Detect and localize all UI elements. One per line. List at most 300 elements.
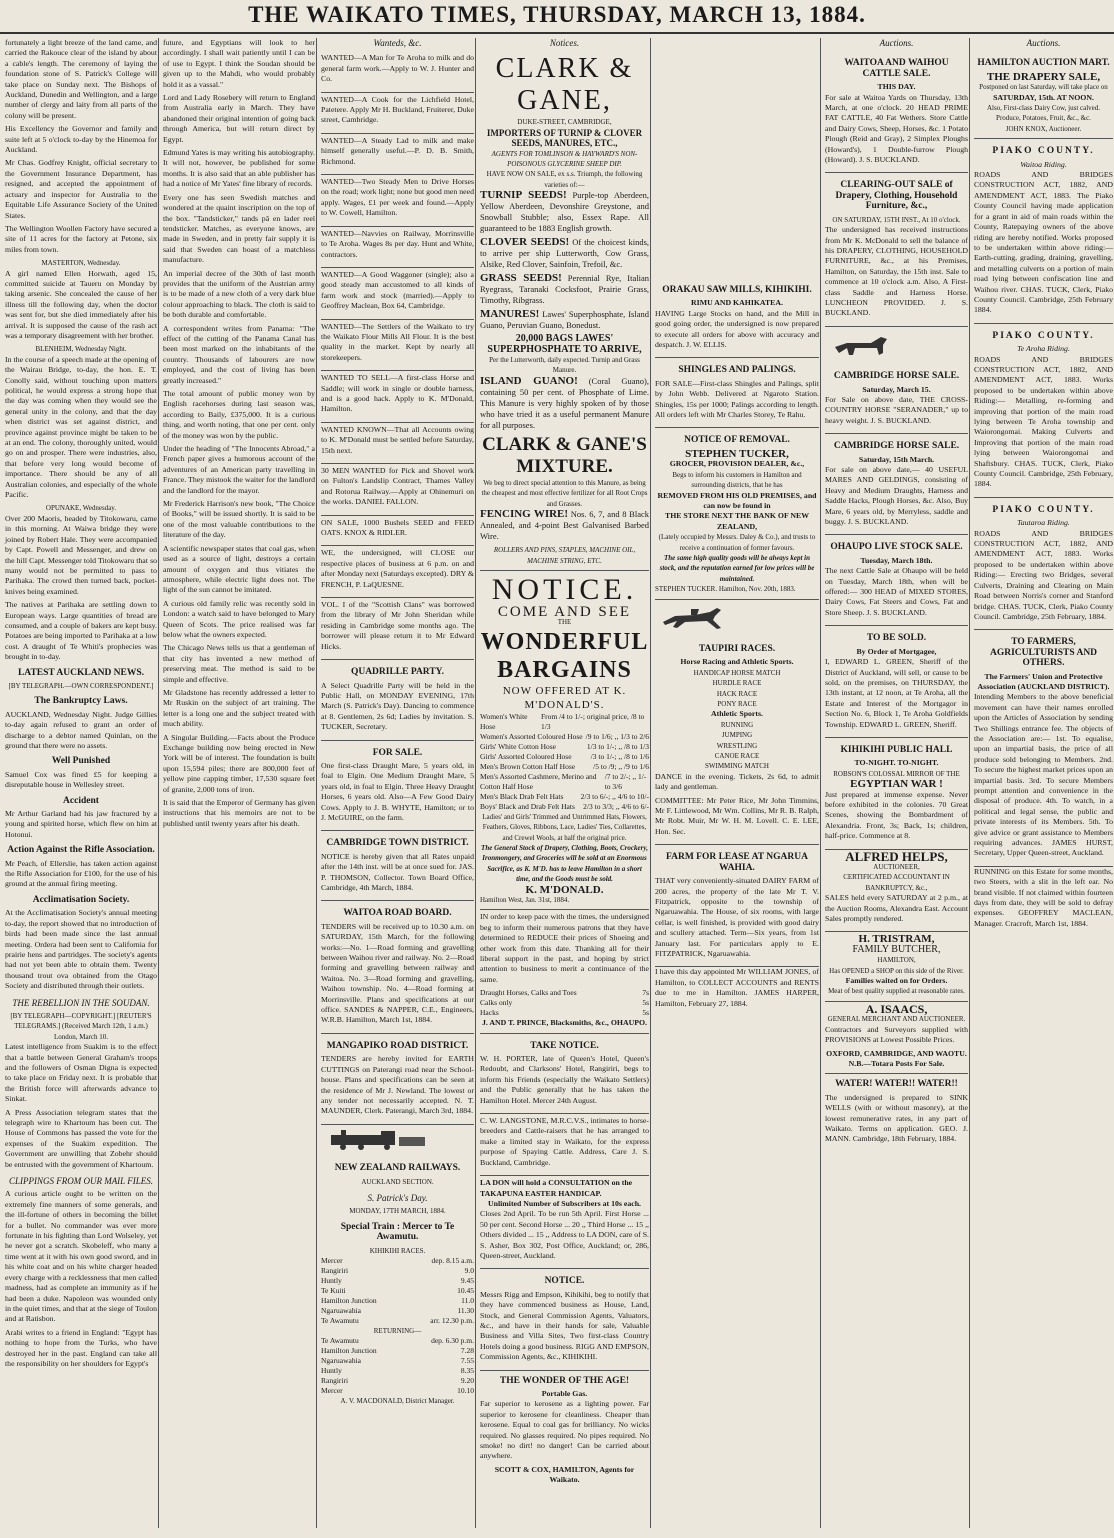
ad-subtitle: CERTIFICATED ACCOUNTANT IN BANKRUPTCY, &c., <box>843 873 950 892</box>
ad-subtitle: THE <box>557 618 572 627</box>
ad-signature: K. M'DONALD. <box>525 883 604 896</box>
timetable-row <box>321 1306 474 1316</box>
ad-text: IN order to keep pace with the times, the undersigned beg to inform their numerous patrons that they have determined to REDUCE their prices of Shoeing and other work from this date. Thanking all for their liberal support in the past, and hoping by strict attention to business to merit a continuance of the same. <box>480 912 649 984</box>
ad-text: OXFORD, CAMBRIDGE, AND WAOTU. <box>826 1048 967 1058</box>
ad-text: W. H. PORTER, late of Queen's Hotel, Queen's Redoubt, and Clarksons' Hotel, Rangiriri, begs to inform his Friends (especially the Waikato Settlers) and the Public generally that he has taken the Hamilton Hotel. Mercer 24th August. <box>480 1054 649 1105</box>
racehorse-icon <box>655 606 735 632</box>
ad-heading: OHAUPO LIVE STOCK SALE. <box>830 542 963 553</box>
row-value: 5s <box>642 1008 649 1018</box>
dateline: MASTERTON, Wednesday. <box>41 259 121 268</box>
row-label: Girls' Assorted Coloured Hose <box>480 751 572 761</box>
dateline: BLENHEIM, Wednesday Night. <box>35 345 127 354</box>
wanted-ad <box>321 516 474 547</box>
ad-title: H. TRISTRAM, <box>858 933 935 946</box>
section-subheading: [BY TELEGRAPH—COPYRIGHT.] [REUTER'S TELEGRAMS.] (Received March 12th, 1 a.m.) London, March 10. <box>10 1011 152 1041</box>
timetable-subheading: RETURNING— <box>373 1326 422 1335</box>
ad-text: HAVING Large Stocks on hand, and the Mill in good going order, the undersigned is now prepared to execute all orders for above with accuracy and despatch. J. W. ELLIS. <box>655 308 819 350</box>
timetable <box>321 1336 474 1396</box>
article-paragraph: A girl named Ellen Horwath, aged 15, committed suicide at Taueru on Monday by taking arsenic. She concealed the cause of her illness till the following day, when the doctor was sent for, but she died immediately after his arrival. It is supposed the cause of the rash act was a temporary disagreement with her brother. <box>5 268 157 340</box>
ad-text: COMMITTEE: Mr Peter Rice, Mr John Timmins, Mr F. Littlewood, Mr Wm. Collins, Mr R. B. Ralph, Mr Robt. Muir, Mr W. H. M. Lovell. C. E. LEE, Hon. Sec. <box>655 795 819 836</box>
locomotive-icon <box>321 1129 431 1151</box>
row-label: Draught Horses, Calks and Toes <box>480 988 577 998</box>
ad-text: One first-class Draught Mare, 5 years old, in foal to Elgin. One Medium Draught Mare, 5 years old, in foal to Elgin. Three Heavy Draught Horses, 6 years old. Also—A Few Good Dairy Cows. Apply to J. B. WHYTE, Hamilton; or to J. McGUIRE, on the farm. <box>321 760 474 822</box>
row-label: Mercer <box>321 1255 343 1265</box>
ad-text: Meat of best quality supplied at reasonable rates. <box>828 987 965 996</box>
wanted-ad <box>321 227 474 268</box>
ad-heading: FARM FOR LEASE AT NGARUA WAHIA. <box>666 852 808 873</box>
farmers-union-ad <box>974 630 1113 867</box>
sheriff-sale-ad <box>825 626 968 738</box>
ad-text: The General Stock of Drapery, Clothing, Boots, Crockery, Ironmongery, and Groceries will be sold at an Enormous Sacrifice, as K. M'D. has to leave Hamilton in a short time, and the Goods must be sold. <box>481 843 648 884</box>
ad-text: Far superior to kerosene as a lighting power. Far superior to kerosene for cleanliness. Cheaper than kerosene. Equal to coal gas for brilliancy. No wicks required. No glasses required. No pipes required. No smoke! no dirt! no danger! Can be carried about anywhere. <box>480 1399 649 1461</box>
ad-text: (Lately occupied by Messrs. Daley & Co.), and trusts to receive a continuation of former favours. <box>658 533 816 552</box>
timetable-row <box>321 1336 474 1346</box>
ad-text: WE, the undersigned, will CLOSE our respective places of business at 6 p.m. on and after Monday next (Saturdays excepted). DRY & FRENCH, P. LaQUESNE. <box>321 548 474 589</box>
ad-heading: KIHIKIHI PUBLIC HALL <box>840 744 953 755</box>
row-value: 7.55 <box>460 1356 474 1366</box>
row-value: 7.28 <box>460 1346 474 1356</box>
article-paragraph: Samuel Cox was fined £5 for keeping a disreputable house in Wellesley street. <box>5 769 157 790</box>
ad-text: TENDERS will be received up to 10.30 a.m. on SATURDAY, 15th March, for the following works:—No. 1—Road forming and gravelling between Waihou river and railway. No. 2—Road forming and gravelling between railway and Waitoa. No. 3—Road forming and gravelling, Waihou township. No. 4—Road forming at Morrinsville. Plans and specifications at our office. SANDES & NAPPER, C.E., Engineers, W.R.B. Hamilton, March 1st, 1884. <box>321 921 474 1025</box>
county-notice-ad <box>974 139 1113 324</box>
product-name: GRASS SEEDS! <box>480 272 562 285</box>
column-heading: Auctions. <box>1026 38 1061 48</box>
ad-heading: HAMILTON AUCTION MART. <box>977 58 1110 69</box>
veterinary-ad <box>480 1114 649 1176</box>
timetable-row <box>321 1266 474 1276</box>
row-value: 2/3 to 3/3; ,, 4/6 to 6/- <box>583 801 649 811</box>
article-paragraph: Mr Frederick Harrison's new book, "The Choice of Books," will be issued shortly. It is said to be one of the most valuable contributions to the literature of the day. <box>163 499 315 540</box>
ad-text: Contractors and Surveyors supplied with PROVISIONS at Lowest Possible Prices. <box>825 1024 968 1045</box>
ad-text: Also, First-class Dairy Cow, just calved. Produce, Potatoes, Fruit, &c., &c. <box>986 104 1101 123</box>
timetable-row <box>321 1316 474 1326</box>
event-item: RUNNING <box>720 720 754 729</box>
timetable <box>321 1256 474 1326</box>
railway-ad <box>321 1125 474 1407</box>
for-sale-ad <box>321 741 474 832</box>
price-list <box>480 988 649 1018</box>
quadrille-ad <box>321 660 474 740</box>
event-list <box>655 720 819 772</box>
ad-address: DUKE-STREET, CAMBRIDGE, <box>517 118 612 127</box>
wanted-ad <box>321 371 474 423</box>
row-value: dep. 8.15 a.m. <box>431 1255 474 1265</box>
row-value: 9.45 <box>460 1275 474 1285</box>
row-label: Hacks <box>480 1008 499 1018</box>
article-paragraph: His Excellency the Governor and family and suite left at 5 o'clock to-day by the Hinemoa for Auckland. <box>5 124 157 155</box>
product-desc: Purple-top Aberdeen, Yellow Aberdeen, Devonshire Greystone, and Snowball Stubble; also, Essex Rape. All guaranteed to be 1883 English growth. <box>480 190 649 234</box>
column-6-auctions <box>822 38 971 1528</box>
road-board-ad <box>321 901 474 1033</box>
price-row <box>480 732 649 742</box>
ad-text: WANTED—A Good Waggoner (single); also a good steady man accustomed to all kinds of farm work and stock (married).—Apply to Geoffrey Maclean, Box 64, Cambridge. <box>321 269 474 311</box>
ad-title: A. ISAACS, <box>865 1001 928 1016</box>
event-item: HANDICAP HORSE MATCH <box>693 668 781 677</box>
removal-ad <box>655 428 819 599</box>
ad-heading: TAKE NOTICE. <box>530 1040 599 1051</box>
ad-heading: PIAKO COUNTY. <box>992 504 1095 515</box>
price-row <box>480 752 649 762</box>
ad-text: RUNNING on this Estate for some months, two Steers, with a slit in the left ear. No brand visible. If not claimed within fourteen days from date, they will be sold to defray expenses. GEOFFREY MACLEAN, Manager. Cracroft, March 1st, 1884. <box>974 866 1113 928</box>
ad-text: ROADS AND BRIDGES CONSTRUCTION ACT, 1882, AND AMENDMENT ACT, 1883. Works proposed to be undertaken within above Riding:— Metalling, re-forming and improving that portion of the main road lying between Te Aroha township and Waiorongomai. Making Culverts and Improving that portion of the main road lying between Waiorongomai and Shaftsbury. CHAS. TUCK, Clerk, Piako County Council. Cambridge, 25th February, 1884. <box>974 354 1113 489</box>
article-paragraph: fortunately a light breeze of the land came, and carried the Rakouce clear of the island by about a cable's length. The ceremony of laying the foundation stone of S. Patrick's College will take place on Sunday next. The Bishops of Auckland, Dunedin and Wellington, and a large number of clergy and laity from all parts of the colony will be present. <box>5 38 157 120</box>
article-paragraph: The Wellington Woollen Factory have secured a site of 11 acres for the factory at Petone, six miles from town. <box>5 223 157 254</box>
ad-subtitle: AUCTIONEER, <box>873 863 920 871</box>
row-value: dep. 6.30 p.m. <box>431 1336 474 1346</box>
ad-text: THE STORE NEXT THE BANK OF NEW ZEALAND, <box>665 511 809 531</box>
column-5-notices <box>652 278 822 1528</box>
ad-title: NOTICE. <box>491 572 638 606</box>
article-paragraph: The Chicago News tells us that a gentleman of that city has invented a new method of preserving meat. The method is said to be simple and effective. <box>163 643 315 684</box>
price-row <box>480 742 649 752</box>
article-heading: Well Punished <box>51 756 111 767</box>
event-item: WRESTLING <box>716 741 758 750</box>
article-paragraph: A curious old family relic was recently sold in London: a watch said to have belonged to Mary Queen of Scots. The price realised was far below what the owners expected. <box>163 598 315 639</box>
ad-text: WANTED—A Cook for the Lichfield Hotel, Patetere. Apply Mr H. Buckland, Fruiterer, Duke street, Cambridge. <box>321 94 474 125</box>
ad-date: Hamilton West, Jan. 31st, 1884. <box>480 895 570 904</box>
wanted-ad <box>321 268 474 320</box>
ad-heading: MANGAPIKO ROAD DISTRICT. <box>326 1040 469 1051</box>
butcher-ad <box>825 932 968 1001</box>
wanted-ad <box>321 134 474 175</box>
column-7-auctions <box>971 38 1114 1528</box>
ad-subheading: Athletic Sports. <box>711 709 763 719</box>
ad-heading: SHINGLES AND PALINGS. <box>678 365 796 376</box>
road-district-ad <box>321 1034 474 1125</box>
ad-subtitle: NOW OFFERED AT K. M'DONALD'S. <box>502 684 627 711</box>
product-name: CLOVER SEEDS! <box>480 236 570 249</box>
row-label: Boys' Black and Drab Felt Hats <box>480 801 575 811</box>
wanted-ad <box>321 175 474 227</box>
ad-heading: TO FARMERS, AGRICULTURISTS AND OTHERS. <box>989 637 1098 669</box>
product-desc: (Coral Guano), containing 50 per cent. of Phosphate of Lime. This Manure is very highly spoken of by those who have tried it as a useful permanent Manure for all purposes. <box>480 375 649 430</box>
product-desc: Per the Lutterworth, daily expected. Turnip and Grass Manure. <box>489 356 640 375</box>
article-paragraph: A scientific newspaper states that coal gas, when used as a source of light, destroys a certain amount of oxygen and thus vitiates the atmosphere, while electric light does not. The light of the sun cannot be imitated. <box>163 543 315 595</box>
ad-heading: TAUPIRI RACES. <box>698 643 776 654</box>
row-label: Hamilton Junction <box>321 1295 377 1305</box>
ad-text: ROADS AND BRIDGES CONSTRUCTION ACT, 1882, AND AMENDMENT ACT, 1883. Works proposed to be undertaken within above Riding:— Erecting two Bridges, several Culverts, Draining and Clearing on Main Road between Norris's corner and Stanford bridge. CHAS. TUCK, Clerk, Piako County Council. Cambridge, 25th February, 1884. <box>974 528 1113 621</box>
ad-subheading: Portable Gas. <box>541 1389 588 1398</box>
timetable-row <box>321 1356 474 1366</box>
ad-text: HAVE NOW ON SALE, ex s.s. Triumph, the following varieties of:— <box>486 170 643 189</box>
event-item: SWIMMING MATCH <box>705 762 769 771</box>
row-value: 9.20 <box>460 1376 474 1386</box>
ad-title: STEPHEN TUCKER, <box>685 447 789 460</box>
ad-text: WANTED—A Steady Lad to milk and make himself generally useful.—P. D. B. Smith, Richmond. <box>321 135 474 166</box>
ad-date: SATURDAY, 15th. AT NOON. <box>993 92 1094 102</box>
row-value: 2/3 to 6/-; ,, 4/6 to 10/- <box>580 791 649 801</box>
product-desc: We beg to direct special attention to this Manure, as being the cheapest and most effective fertilizer for all Root Crops and Grasses. <box>481 478 648 508</box>
ad-title: EGYPTIAN WAR ! <box>850 778 943 791</box>
product-name: 20,000 BAGS LAWES' SUPERPHOSPHATE TO ARRIVE, <box>487 333 642 355</box>
row-label: Ngaruawahia <box>321 1305 361 1315</box>
wanted-ad <box>321 51 474 92</box>
ad-text: WANTED KNOWN—That all Accounts owing to K. M'Donald must be settled before Saturday, 15th next. <box>321 424 474 455</box>
column-heading: Wanteds, &c. <box>373 38 422 48</box>
article-paragraph: A Singular Building.—Facts about the Produce Exchange building now being erected in New York will be of interest. The foundation is built upon 15,594 piles; there are 800,000 feet of yellow pine capping timber, 17,530 square feet of granite, 2,000 tons of iron. <box>163 732 315 794</box>
ad-date: Saturday, 15th March. <box>858 454 935 464</box>
ad-heading: TO BE SOLD. <box>866 633 927 644</box>
ad-text: VOL. I of the "Scottish Clans" was borrowed from the library of Mr John Sheridan while residing in Cambridge some months ago. The borrower will please return it to Mr Edward Hicks. <box>321 600 474 651</box>
appointment-ad <box>655 967 819 1009</box>
ad-text: WANTED TO SELL—A first-class Horse and Saddle; will work in single or double harness, and is a good hack. Apply to K. M'Donald, Hamilton. <box>321 373 474 414</box>
ad-text: For Sale on above date, THE CROSS-COUNTRY HORSE "SERANADER," up to heavy weight. J. S. BUCKLAND. <box>825 394 968 425</box>
timetable-row <box>321 1276 474 1286</box>
row-label: Women's White Hose <box>480 711 528 731</box>
ad-text: SALES held every SATURDAY at 2 p.m., at the Auction Rooms, Alexandra East. Account Sales promptly rendered. <box>825 893 968 924</box>
ad-text: I have this day appointed Mr WILLIAM JONES, of Hamilton, to COLLECT ACCOUNTS and RENTS due to me in Hamilton. JAMES HARPER, Hamilton, February 27, 1884. <box>655 967 819 1008</box>
event-item: JUMPING <box>721 731 753 740</box>
ad-date: Tuesday, March 18th. <box>860 555 933 565</box>
rigg-empson-ad <box>480 1269 649 1370</box>
ad-heading: ORAKAU SAW MILLS, KIHIKIHI. <box>662 285 812 295</box>
ad-text: THAT very conveniently-situated DAIRY FARM of 200 acres, the property of the late Mr T. V. Fitzpatrick, opposite to the township of Ngaruawahia. The House, of six rooms, with large cellar, is well finished, is provided with good dairy and scullery attached. Term—Six years, from 1st January last. For particulars apply to E. FITZPATRICK, Ngaruawahia. <box>655 876 819 958</box>
article-paragraph: A Press Association telegram states that the telegraph wire to Khartoum has been cut. The House of Commons has passed the vote for the expenses of the Suakim expedition. The Government are unwilling that Zobehr should be entrusted with the government of Khartoum. <box>5 1107 157 1169</box>
timetable-row <box>321 1376 474 1386</box>
timetable-row <box>321 1346 474 1356</box>
article-paragraph: Arabi writes to a friend in England: "Egypt has nothing to hope from the Turks, who have destroyed her in the past. England can take all the responsibility on her shoulders for Egypt's <box>5 1327 157 1368</box>
row-label: Girls' White Cotton Hose <box>480 741 556 751</box>
row-label: Rangiriri <box>321 1265 349 1275</box>
article-paragraph: In the course of a speech made at the opening of the Wairau Bridge, to-day, the hon. E. T. Conolly said, without touching upon matters political, he would express a strong hope that the day was coming when they would see the general unity in the colony, and that the day when district was set against district, and province against province might be taken to be at an end. The colony, thoroughly united, would go on and prosper. There were industries, also, that before very long would become of importance. There should be any of all Australian colonies, and especially of the whole Pacific. <box>5 354 157 500</box>
section-subheading: [BY TELEGRAPH.—OWN CORRESPONDENT.] <box>8 681 154 690</box>
price-row <box>480 1008 649 1018</box>
ad-text: The same high quality goods will be always kept in stock, and the reputation earned for low prices will be maintained. <box>659 553 815 583</box>
mcdonald-ad <box>480 571 649 910</box>
ad-text: WANTED—Navvies on Railway, Morrinsville to Te Aroha. Wages 8s per day. Hunt and White, contractors. <box>321 228 474 259</box>
ad-text: For sale at Waitoa Yards on Thursday, 13th March, at one o'clock. 20 HEAD PRIME FAT CATTLE, 40 Fat Wethers. Store Cattle and Dairy Cows, Sheep, Horses, &c. 1 Potato Plough (Reid and Gray), 2 Simplex Ploughs (Howard's), 1 Double-furrow Plough (Howard). J. S. BUCKLAND. <box>825 92 968 165</box>
ad-subheading: Unlimited Number of Subscribers at 10s each. <box>488 1198 641 1208</box>
row-value: 8.35 <box>460 1366 474 1376</box>
wanted-ad <box>321 93 474 134</box>
ad-heading: WAITOA ROAD BOARD. <box>343 908 452 919</box>
blacksmith-ad <box>480 910 649 1033</box>
ad-text: DANCE in the evening. Tickets, 2s 6d, to admit lady and gentleman. <box>655 771 819 792</box>
row-label: Hamilton Junction <box>321 1346 377 1356</box>
timetable-row <box>321 1286 474 1296</box>
row-value: /3 to 1/-; ,, /8 to 1/6 <box>590 751 649 761</box>
row-value: 11.30 <box>457 1305 474 1315</box>
row-label: Huntly <box>321 1366 342 1376</box>
article-paragraph: Lord and Lady Rosebery will return to England from Australia early in March. They have abandoned their original intention of going back through America, but will return direct by Egypt. <box>163 93 315 144</box>
column-2-news <box>160 38 318 1528</box>
price-row <box>480 792 649 802</box>
ad-text: N.B.—Totara Posts For Sale. <box>848 1058 945 1068</box>
row-value: 11.0 <box>461 1295 474 1305</box>
event-item: CANOE RACE <box>714 752 760 761</box>
horse-sale-ad <box>825 434 968 535</box>
price-row <box>480 998 649 1008</box>
ad-heading: NOTICE OF REMOVAL. <box>684 435 790 446</box>
article-heading: The Bankruptcy Laws. <box>34 696 128 707</box>
wanted-ad <box>321 423 474 464</box>
ad-subtitle: GENERAL MERCHANT AND AUCTIONEER. <box>827 1015 966 1024</box>
row-label: Mercer <box>321 1386 343 1396</box>
ad-subheading: By Order of Mortgagee, <box>856 646 937 656</box>
ad-signature: SCOTT & COX, HAMILTON, Agents for Waikato. <box>494 1464 635 1485</box>
event-item: HURDLE RACE <box>712 679 762 688</box>
wanted-ad <box>321 464 474 516</box>
row-value: 9.0 <box>464 1265 474 1275</box>
ad-subheading: RIMU AND KAHIKATEA. <box>691 298 783 308</box>
ad-subtitle: HAMILTON, <box>877 956 916 965</box>
column-heading: Auctions. <box>879 38 914 48</box>
wanted-ad <box>321 598 474 660</box>
row-label: Calks only <box>480 998 513 1008</box>
column-heading: Notices. <box>549 38 580 48</box>
section-heading: THE REBELLION IN THE SOUDAN. <box>12 997 150 1008</box>
ad-subheading: TO-NIGHT. TO-NIGHT. <box>854 758 939 768</box>
ad-text: Begs to inform his customers in Hamilton and surrounding districts, that he has <box>672 470 802 490</box>
ad-signature: STEPHEN TUCKER. Hamilton, Nov. 20th, 1883. <box>655 585 796 594</box>
column-1-news <box>2 38 160 1528</box>
ad-subheading: The Farmers' Union and Protective Association (AUCKLAND DISTRICT). <box>977 671 1110 691</box>
ad-text: TENDERS are hereby invited for EARTH CUTTINGS on Paterangi road near the School-house. Plans and specifications can be seen at the residence of Mr J. Newland. The lowest or any tender not necessarily accepted. N. T. MAUNDER, Clerk. Paterangi, March 3rd, 1884. <box>321 1054 474 1116</box>
ad-text: The undersigned is prepared to SINK WELLS (with or without masonry), at the lowest remunerative rates, in any part of Waikato. Terms on application. GEO. J. MANN. Cambridge, 18th February, 1884. <box>825 1092 968 1144</box>
ad-heading: PIAKO COUNTY. <box>992 146 1095 157</box>
take-notice-ad <box>480 1034 649 1114</box>
portable-gas-ad <box>480 1376 649 1486</box>
row-value: /7 to 2/-; ,, 1/- to 3/6 <box>604 771 647 791</box>
ad-text: Families waited on for Orders. <box>845 976 948 986</box>
town-district-ad <box>321 831 474 901</box>
ad-text: FOR SALE—First-class Shingles and Palings, split by John Webb. Delivered at Ngaroto Station. Shingles, 15s per 1000; Palings according to length. All orders left with Mr Charles Storey, Te Rahu. <box>655 378 819 420</box>
ad-text: Intending Members to the above beneficial movement can have their names enrolled upon the Articles of Association by sending Two Shillings entrance fee. The objects of the Association are:— 1st. To equalise, upon an impartial basis, the price of all produce sold belonging to Members. 2nd. To secure the highest market prices upon an impartial basis. 3rd. To secure Members prompt attention and convenience in the disposal of produce. 4th. To watch, in a political and legal sense, the public and private interests of its Members. 5th. To give advice or grant assistance to Members requiring advances. JAMES HURST, Secretary, Upper Queen-street, Auckland. <box>974 692 1113 858</box>
price-list <box>480 712 649 812</box>
product-name: ISLAND GUANO! <box>480 374 578 387</box>
row-label: Te Awamutu <box>321 1315 359 1325</box>
ad-text: For sale on above date,— 40 USEFUL MARES AND GELDINGS, consisting of Heavy and Medium Draughts, Harness and Saddle Hacks, Plough Horses, &c. Also, Buy Mare, 6 years old, by Merryless, saddle and buggy. J. S. BUCKLAND. <box>825 465 968 527</box>
row-value: From /4 to 1/-; original price, /8 to 1/3 <box>540 711 645 731</box>
ad-date: Saturday, March 15. <box>862 384 931 394</box>
section-heading: LATEST AUCKLAND NEWS. <box>17 667 145 678</box>
ad-date: ON SATURDAY, 15TH INST., At 10 o'clock. <box>832 215 961 224</box>
county-notice-ad <box>974 498 1113 630</box>
ad-heading: CLEARING-OUT SALE of Drapery, Clothing, Household Furniture, &c., <box>835 180 958 212</box>
masthead: THE WAIKATO TIMES, THURSDAY, MARCH 13, 1884. <box>248 2 866 27</box>
article-paragraph: Mr Gladstone has recently addressed a letter to Mr Ruskin on the subject of art training. The letter is a long one and the subject treated with much ability. <box>163 687 315 729</box>
row-label: Te Kuiti <box>321 1285 346 1295</box>
row-label: Women's Assorted Coloured Hose <box>480 731 583 741</box>
price-row <box>480 802 649 812</box>
timetable-row <box>321 1366 474 1376</box>
ad-subtitle: IMPORTERS OF TURNIP & CLOVER SEEDS, MANURES, ETC., <box>486 127 643 149</box>
timetable-row <box>321 1296 474 1306</box>
ad-text: WANTED—The Settlers of the Waikato to try the Waikato Flour Mills All Flour. It is the best quality in the market. Kept by nearly all storekeepers. <box>321 321 474 362</box>
merchant-ad <box>825 1002 968 1074</box>
auction-mart-ad <box>974 51 1113 139</box>
article-paragraph: The total amount of public money won by English racehorses during last season was, according to Baily, £375,000. It is a curious thing, and worth noting, that one per cent. only of the money was won by the public. <box>163 389 315 440</box>
article-paragraph: Mr Peach, of Ellerslie, has taken action against the Rifle Association for £100, for the use of his ground at the annual firing meeting. <box>5 858 157 889</box>
wanted-ad <box>321 320 474 372</box>
row-value: 10.10 <box>457 1386 474 1396</box>
well-sinking-ad <box>825 1079 968 1144</box>
taupiri-races-ad <box>655 600 819 846</box>
ad-text: Closes 2nd April. To be run 5th April. First Horse ... 50 per cent. Second Horse ... 20 ,, Third Horse ... 15 ,, Others divided ... 15 ,, Address to LA DON, care of S. S. Asher, Box 302, Post Office, Auckland; or, 286, Queen-street, Auckland. <box>480 1209 649 1260</box>
ad-title: THE DRAPERY SALE, <box>986 70 1101 83</box>
article-paragraph: Mr Arthur Garland had his jaw fractured by a young and spirited horse, which flew on him at Hotonui. <box>5 809 157 839</box>
ad-text: The next Cattle Sale at Ohaupo will be held on Tuesday, March 18th, when will be offered:— 300 HEAD of MIXED STORES, Dairy Cows, Fat Steers and Cows, Fat and Store Sheep. J. S. BUCKLAND. <box>825 566 968 617</box>
ad-title: WONDERFUL BARGAINS <box>480 628 649 683</box>
ad-text: Just prepared at immense expense. Never before exhibited in the colonies. 70 Great Scenes, showing the Bombardment of Alexandria. Front, 3s; Back, 1s; children, half-price. Commence at 8. <box>825 789 968 841</box>
public-hall-ad <box>825 738 968 850</box>
article-paragraph: future, and Egyptians will look to her accordingly. I shall wait patiently until I can be of use to Egypt. I think the Soudan should be given up to the Mahdi, who would probably hold it as a vassal." <box>163 38 315 89</box>
article-paragraph: A curious article ought to be written on the extremely fine manners of some generals, and the ill-fortune of others in becoming the billet for a bullet. No commander was ever more fortunate in his fighting than Lord Wolseley, yet he never got a scratch. Skobeleff, who many a time went at it with his own good sword, and in his white coat and on his white charger headed every charge with a recklessness that men called madness, had as complete an immunity as if he had been a duke. Napoleon was wounded only in the quiet times, and that at the siege of Toulon and at Ratisbon. <box>5 1189 157 1324</box>
ad-heading: WAITOA AND WAIHOU CATTLE SALE. <box>844 58 949 79</box>
ad-text: WANTED—A Man for Te Aroha to milk and do general farm work.—Apply to W. J. Hunter and Co. <box>321 53 474 84</box>
article-paragraph: Every one has seen Swedish matches and wondered at the quaint inscription on the top of the box. "Tandsticker," tands pâ en lader reel tendsticker. Matches, as everyone knows, are made in Sweden, and in pretty fair supply it is said that Sweden can boast of a matchless manufacture. <box>163 192 315 265</box>
column-3-wanteds <box>318 38 477 1528</box>
ad-title: CLARK & GANE, <box>495 53 634 117</box>
article-paragraph: Under the heading of "The Innocents Abroad," a French paper gives a humorous account of the adventures of an American party travelling in France. They mistook the waiter for the landlord and the landlord for the mayor. <box>163 444 315 495</box>
ad-text: Messrs Rigg and Empson, Kihikihi, beg to notify that they have commenced business as House, Land, Stock, and General Commission Agents, Valuators, &c., and have in their hands for sale, Valuable Business and Villa Sites, Two first-class Country Hotels doing a good business. RIGG AND EMPSON, Commission Agents, &c., KIHIKIHI. <box>480 1289 649 1362</box>
article-paragraph: An imperial decree of the 30th of last month provides that the uniform of the Austrian army is to be made of a new cloth of a very dark blue colour approaching to black. The cloth is said to be both durable and comfortable. <box>163 268 315 320</box>
row-label: Te Awamutu <box>321 1336 359 1346</box>
ad-text: Ladies' and Girls' Trimmed and Untrimmed Hats, Flowers, Feathers, Gloves, Ribbons, Lace, Ladies' Ties, Collarettes, and Crewel Wools, at half the original price. <box>482 812 647 842</box>
row-label: Ngaruawahia <box>321 1356 361 1366</box>
ad-text: WANTED—Two Steady Men to Drive Horses on the road; work light; none but good men need apply. Wages, £1 per week and found.—Apply to W. Cowell, Hamilton. <box>321 177 474 218</box>
article-heading: Accident <box>63 795 99 806</box>
column-4-notices <box>477 38 652 1528</box>
ad-heading: PIAKO COUNTY. <box>992 330 1095 341</box>
row-value: /5 to /9; ,, /9 to 1/6 <box>593 761 649 771</box>
ad-subheading: Special Train : Mercer to Te Awamutu. <box>340 1221 455 1243</box>
farm-lease-ad <box>655 845 819 967</box>
ad-heading: LA DON will hold a CONSULTATION on the TAKAPUNA EASTER HANDICAP. <box>480 1178 633 1198</box>
horse-sale-ad <box>825 327 968 434</box>
ad-signature: J. AND T. PRINCE, Blacksmiths, &c., OHAUPO. <box>482 1018 647 1028</box>
event-item: PONY RACE <box>717 700 757 708</box>
ad-subheading: THIS DAY. <box>877 82 916 92</box>
price-row <box>480 988 649 998</box>
product-name: MANURES! <box>480 308 540 321</box>
article-paragraph: A correspondent writes from Panama: "The effect of the cutting of the Panama Canal has been most marked on the inhabitants of the country. Thousands of labourers are now employed, and the cost of living has been greatly increased." <box>163 323 315 385</box>
article-paragraph: Latest intelligence from Suakim is to the effect that a battle between General Graham's troops and the followers of Osman Digna is expected to take place on Friday next. It is probable that the British force will afterwards advance to Sinkat. <box>5 1042 157 1104</box>
event-list <box>655 668 819 710</box>
ad-subheading: Horse Racing and Athletic Sports. <box>680 657 794 667</box>
ad-subheading: Te Aroha Riding. <box>1017 344 1070 354</box>
ad-signature: A. V. MACDONALD, District Manager. <box>340 1397 455 1406</box>
ad-subtitle: COME AND SEE <box>497 603 632 620</box>
ad-heading: CAMBRIDGE HORSE SALE. <box>833 441 960 452</box>
article-heading: Action Against the Rifle Association. <box>7 845 155 856</box>
ad-text: Has OPENED a SHOP on this side of the River. <box>829 966 964 975</box>
article-paragraph: Mr Chas. Godfrey Knight, official secretary to the Government Insurance Department, has resigned, and accepted the appointment of actuary and inspector for Australia to the Equitable Life Assurance Society of the United States. <box>5 158 157 220</box>
ad-signature: JOHN KNOX, Auctioneer. <box>1005 124 1082 133</box>
ad-date: MONDAY, 17TH MARCH, 1884. <box>349 1207 446 1216</box>
product-desc: Of the choicest kinds, to arrive per ship Lutterworth, Cow Grass, Alsike, Red Clover, Sainfoin, Trefoil, &c. <box>480 237 650 270</box>
article-paragraph: AUCKLAND, Wednesday Night. Judge Gillies to-day again refused to grant an order of discharge to a debtor named Quinlan, on the ground that there were no assets. <box>5 709 157 750</box>
ad-title: ALFRED HELPS, <box>845 848 948 864</box>
ad-text: ROADS AND BRIDGES CONSTRUCTION ACT, 1882, AND AMENDMENT ACT, 1883. The Piako County Council having made application for a grant in aid of main roads within the County, Ratepaying owners of the above riding are hereby notified. Works proposed to be undertaken within above riding:— Earth-cutting, grading, draining, gravelling, and metalling culverts on a portion of main road lying between confiscation line and Waihou river. CHAS. TUCK, Clerk, Piako County Council. Cambridge, 25th February 1884. <box>974 170 1113 315</box>
ad-subtitle: FAMILY BUTCHER, <box>852 943 941 955</box>
ad-text: C. W. LANGSTONE, M.R.C.V.S., intimates to horse-breeders and Cattle-raisers that he has arranged to make a limited stay in Waikato, for the express purpose of Spaying Cattle. Address, Care J. S. Buckland, Cambridge. <box>480 1116 649 1167</box>
article-paragraph: The natives at Parihaka are settling down to European ways. Large quantities of bread are consumed, and a couple of bakers are kept busy. Potatoes are being imported to Parihaka at a low cost. A draught of Te Whiti's prophecies was brought in to-day. <box>5 600 157 662</box>
ad-text: A Select Quadrille Party will be held in the Public Hall, on MONDAY EVENING, 17th March (S. Patrick's Day). Dancing to commence at 8. Gentlemen, 2s 6d; Ladies by invitation. S. TUCKER, Secretary. <box>321 680 474 732</box>
county-notice-ad <box>974 324 1113 498</box>
ad-subtitle: AGENTS FOR TOMLINSON & HAYWARD'S NON-POISONOUS GLYCERINE SHEEP DIP. <box>491 149 638 169</box>
saw-mills-ad <box>655 278 819 358</box>
article-paragraph: Over 200 Maoris, headed by Titokowaru, came in this morning. At Waiwa bridge they were joined by Robert Hale. They were accompanied by Capt. Powell and Messenger, and drew on the hill Capt. Messenger told Titokowaru that so many would not be permitted to pass to Parihaka. The crowd then turned back, pocket-knives being examined. <box>5 513 157 596</box>
product-name: TURNIP SEEDS! <box>480 189 567 202</box>
row-value: /9 to 1/6; ,, 1/3 to 2/6 <box>585 731 649 741</box>
row-label: Men's Brown Cotton Half Hose <box>480 761 576 771</box>
dateline: OPUNAKE, Wednesday. <box>45 504 117 513</box>
ad-heading: CAMBRIDGE HORSE SALE. <box>833 371 960 382</box>
ad-text: The undersigned has received instructions from Mr K. McDonald to sell the balance of his DRAPERY, CLOTHING, HOUSEHOLD FURNITURE, &c., at his Premises, Hamilton, on Saturday, the 15th inst. Sale to commence at 10 o'clock a.m. Also, A First-class Saddle and Harness Horse. LUNCHEON PROVIDED. J. S. BUCKLAND. <box>825 225 968 318</box>
stray-cattle-ad <box>974 867 1113 929</box>
ad-subheading: Waitoa Riding. <box>1020 159 1067 169</box>
